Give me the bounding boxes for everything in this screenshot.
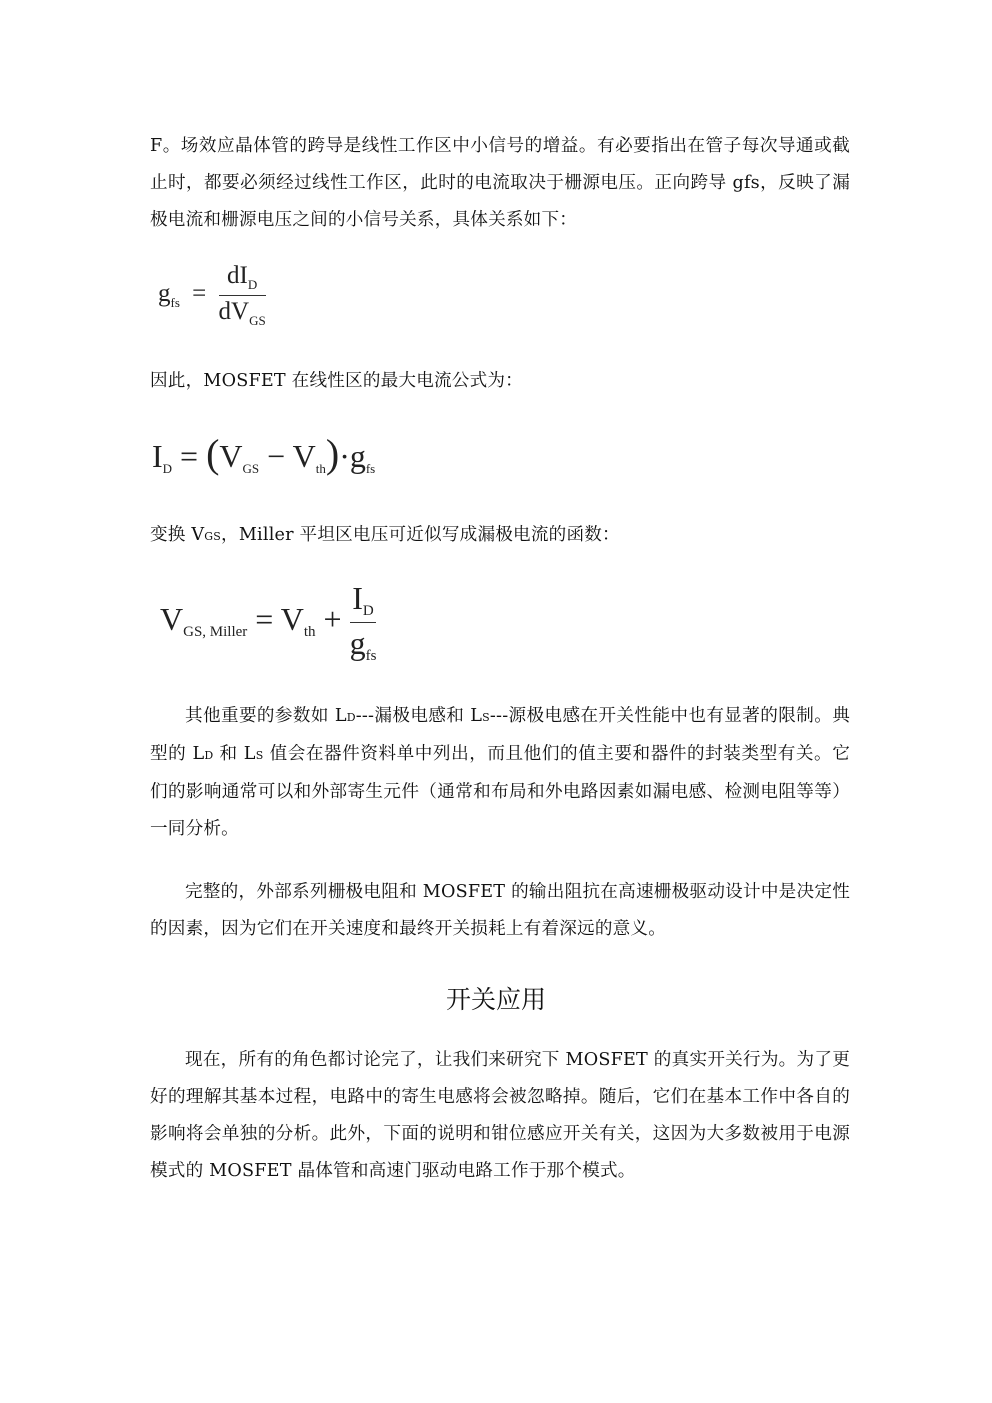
paragraph-inductance [150,698,850,848]
p4-text-d: 和 L [213,744,256,764]
p4-text-e: 值会在器件资料单中列出，而且他们的值主要和器件的封装类型有关。它们的影响通常可以和外部寄生元件（通常和布局和外电路因素如漏电感、检测电阻等等）一同分析。 [150,744,850,839]
p4-sub-2: S [482,711,490,724]
equation-transconductance [158,262,266,329]
p3-text-b: ，Miller 平坦区电压可近似写成漏极电流的函数： [221,525,620,545]
eq2-lhs-sub: D [162,461,173,476]
eq2-equals: = [180,438,199,474]
eq2-g-sub: fs [365,461,376,476]
eq3-plus: + [323,600,342,637]
eq2-lhs: I [152,438,163,474]
eq2-vth-sub: th [315,461,326,476]
eq2-close-paren: ) [325,431,340,476]
eq2-minus: − [267,438,286,474]
equation-max-current [152,430,375,477]
eq3-numerator-sub: D [362,603,374,619]
eq3-numerator: I [352,580,363,616]
eq1-numerator: dI [226,262,248,289]
eq3-denominator: g [349,625,366,661]
eq3-equals: = [255,600,274,637]
eq1-lhs-sub: fs [170,295,180,311]
eq3-fraction [350,580,377,665]
paragraph-miller-intro [150,517,850,555]
p3-text-a: 变换 V [150,525,205,545]
eq1-lhs: g [158,280,171,308]
p4-sub-3: D [204,749,214,762]
eq2-vth: V [292,438,316,474]
eq1-numerator-sub: D [247,277,258,292]
eq2-g: g [349,438,366,474]
p4-text-b: ---漏极电感和 L [355,706,483,726]
eq3-vth: V [280,600,304,637]
p4-text-c: ---源极电感在开关性能中也有显著的限制。典型的 L [150,706,850,764]
eq3-lhs: V [160,600,184,637]
paragraph-gate-resistance: 完整的，外部系列栅极电阻和 MOSFET 的输出阻抗在高速栅极驱动设计中是决定性的因素，因为它们在开关速度和最终开关损耗上有着深远的意义。 [150,882,850,939]
eq2-vgs: V [219,438,243,474]
p4-sub-1: D [346,711,356,724]
paragraph-switching-behavior: 现在，所有的角色都讨论完了，让我们来研究下 MOSFET 的真实开关行为。为了更好的理解其基本过程，电路中的寄生电感将会被忽略掉。随后，它们在基本工作中各自的影响将会单独的分析。此外，下面的说明和钳位感应开关有关，这因为大多数被用于电源模式的 MOSFET 晶体管和高速门驱动电路工作于那个模式。 [150,1050,850,1181]
eq1-fraction [219,262,266,329]
eq3-denominator-sub: fs [365,648,377,664]
eq3-vth-sub: th [303,623,316,640]
equation-miller-voltage [160,580,376,665]
paragraph-transconductance: F。场效应晶体管的跨导是线性工作区中小信号的增益。有必要指出在管子每次导通或截止时，都要必须经过线性工作区，此时的电流取决于栅源电压。正向跨导 gfs，反映了漏极电流和栅源电压之间的小信号关系，具体关系如下： [150,136,850,230]
eq1-equals: = [192,280,207,308]
eq1-denominator-sub: GS [249,313,266,328]
p4-text-a: 其他重要的参数如 L [185,706,347,726]
p4-sub-4: S [255,749,264,762]
section-heading: 开关应用 [445,985,546,1014]
eq1-denominator: dV [218,298,250,325]
eq2-dot: · [339,438,350,474]
eq2-vgs-sub: GS [242,461,260,476]
paragraph-max-current-intro: 因此，MOSFET 在线性区的最大电流公式为： [150,371,523,391]
eq3-lhs-sub: GS, Miller [183,623,248,640]
eq2-open-paren: ( [206,431,220,476]
p3-sub: GS [204,530,222,543]
